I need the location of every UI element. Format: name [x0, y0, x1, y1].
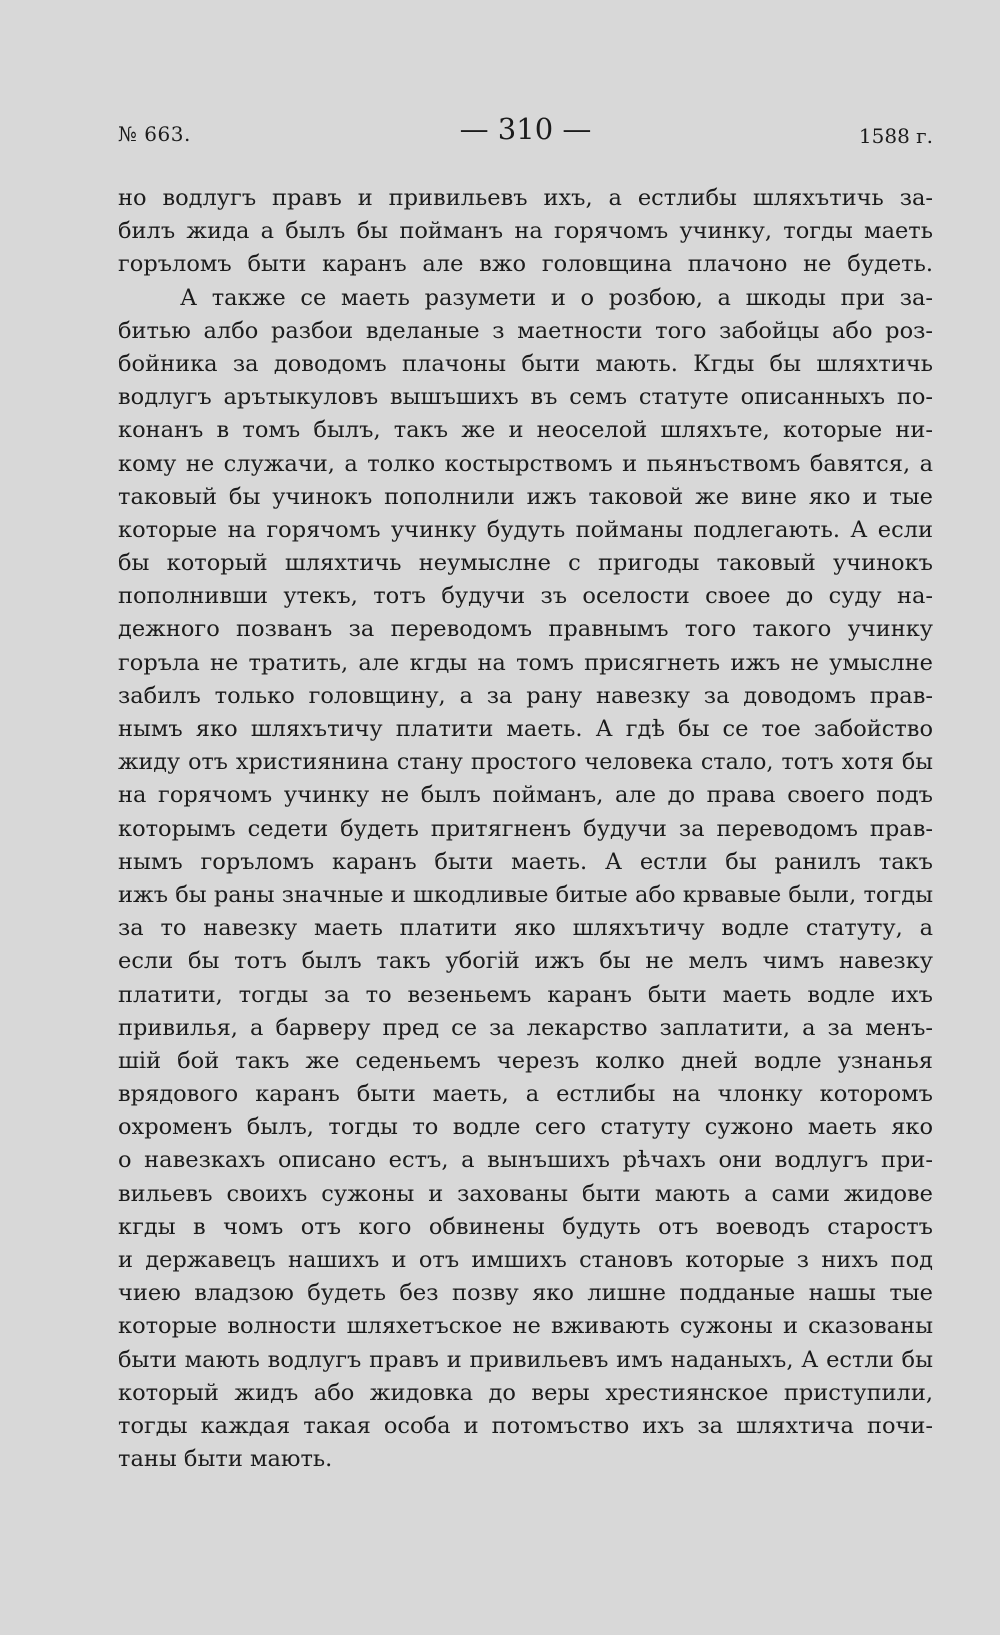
- document-number: № 663.: [118, 122, 191, 146]
- text-line: конанъ в томъ былъ, такъ же и неоселой шляхъте, которые ни-: [118, 417, 933, 444]
- text-line: нымъ яко шляхътичу платити маеть. А гдѣ бы се тое забойство: [118, 716, 933, 742]
- text-line: дежного позванъ за переводомъ правнымъ того такого учинку: [118, 616, 933, 643]
- page-number: — 310 —: [459, 112, 592, 146]
- text-line: которые волности шляхетъское не вживають сужоны и сказованы: [118, 1313, 933, 1340]
- text-line: который жидъ або жидовка до веры хрестиянское приступили,: [118, 1379, 933, 1406]
- text-line: забилъ только головщину, а за рану навезку за доводомъ прав-: [118, 682, 933, 709]
- text-line: которымъ седети будеть притягненъ будучи за переводомъ прав-: [118, 815, 933, 842]
- body-text: [118, 182, 933, 1476]
- text-line: билъ жида а былъ бы пойманъ на горячомъ учинку, тогды маеть: [118, 218, 933, 245]
- text-line: если бы тотъ былъ такъ убогій ижъ бы не мелъ чимъ навезку: [118, 948, 933, 975]
- text-line: привилья, а барверу пред се за лекарство заплатити, а за менъ-: [118, 1014, 933, 1041]
- text-line: шій бой такъ же седеньемъ черезъ колко дней водле узнанья: [118, 1047, 933, 1074]
- text-line: за то навезку маеть платити яко шляхътичу водле статуту, а: [118, 915, 933, 942]
- text-line: кгды в чомъ отъ кого обвинены будуть отъ воеводъ старостъ: [118, 1213, 933, 1240]
- text-line: кому не служачи, а толко костырствомъ и пьянъствомъ бавятся, а: [118, 450, 933, 477]
- text-line: тогды каждая такая особа и потомъство ихъ за шляхтича почи-: [118, 1412, 933, 1439]
- text-line: бы который шляхтичь неумыслне с пригоды таковый учинокъ: [118, 550, 933, 577]
- text-line: ижъ бы раны значные и шкодливые битые або крвавые были, тогды: [118, 881, 933, 908]
- text-line: жиду отъ християнина стану простого человека стало, тотъ хотя бы: [118, 749, 933, 776]
- text-line: которые на горячомъ учинку будуть пойманы подлегають. А если: [118, 516, 933, 543]
- text-line: таковый бы учинокъ пополнили ижъ таковой же вине яко и тые: [118, 483, 933, 510]
- text-line: о навезкахъ описано естъ, а вынъшихъ рѣчахъ они водлугъ при-: [118, 1147, 933, 1174]
- document-year: 1588 г.: [858, 124, 933, 148]
- text-line: бойника за доводомъ плачоны быти мають. Кгды бы шляхтичь: [118, 350, 933, 377]
- page-header: [118, 112, 933, 162]
- text-line: пополнивши утекъ, тотъ будучи зъ оселости своее до суду на-: [118, 583, 933, 610]
- text-line: платити, тогды за то везеньемъ каранъ быти маеть водле ихъ: [118, 981, 933, 1008]
- text-line: горъломъ быти каранъ але вжо головщина плачоно не будеть.: [118, 251, 933, 278]
- paragraph-end-line: таны быти мають.: [118, 1446, 333, 1473]
- text-line: но водлугъ правъ и привильевъ ихъ, а естлибы шляхътичь за-: [118, 185, 933, 211]
- text-line: быти мають водлугъ правъ и привильевъ имъ наданыхъ, А естли бы: [118, 1346, 933, 1373]
- paragraph-start-line: А также се маеть разумети и о розбою, а шкоды при за-: [180, 284, 933, 311]
- text-line: чиею владзою будеть без позву яко лишне подданые нашы тые: [118, 1280, 933, 1307]
- text-line: и державецъ нашихъ и отъ имшихъ становъ которые з нихъ под: [118, 1247, 933, 1273]
- text-line: вильевъ своихъ сужоны и захованы быти мають а сами жидове: [118, 1180, 933, 1207]
- text-line: на горячомъ учинку не былъ пойманъ, але до права своего подъ: [118, 782, 933, 809]
- text-line: нымъ горъломъ каранъ быти маеть. А естли бы ранилъ такъ: [118, 848, 933, 875]
- text-line: водлугъ арътыкуловъ вышъшихъ въ семъ статуте описанныхъ по-: [118, 384, 933, 411]
- text-line: врядового каранъ быти маеть, а естлибы на члонку которомъ: [118, 1081, 933, 1108]
- text-line: битью албо разбои вделаные з маетности того забойцы або роз-: [118, 317, 933, 344]
- text-line: охроменъ былъ, тогды то водле сего статуту сужоно маеть яко: [118, 1114, 933, 1141]
- text-line: горъла не тратить, але кгды на томъ присягнеть ижъ не умыслне: [118, 649, 933, 676]
